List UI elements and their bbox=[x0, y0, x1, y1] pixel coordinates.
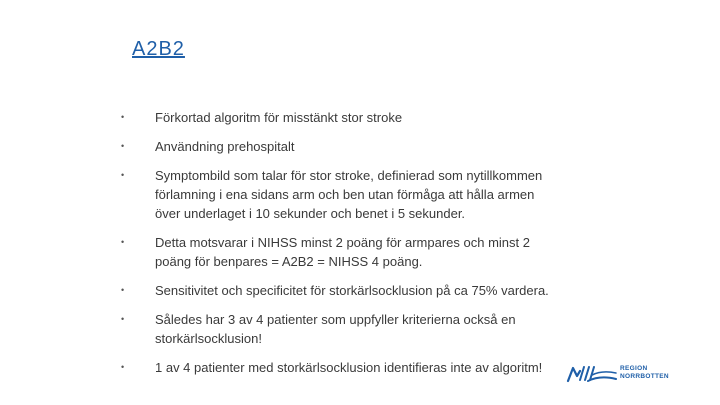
logo-line2: NORRBOTTEN bbox=[620, 373, 669, 380]
bullet-text: Således har 3 av 4 patienter som uppfyller kriterierna också en storkärlsocklusion! bbox=[155, 312, 516, 346]
bullet-text: Detta motsvarar i NIHSS minst 2 poäng för armpares och minst 2 poäng för benpares = A2B2 = NIHSS 4 poäng. bbox=[155, 235, 530, 269]
bullet-dot: • bbox=[121, 237, 125, 247]
bullet-dot: • bbox=[121, 314, 125, 324]
bullet-text: 1 av 4 patienter med storkärlsocklusion identifieras inte av algoritm! bbox=[155, 360, 543, 375]
bullet-dot: • bbox=[121, 141, 125, 151]
logo-line1: REGION bbox=[620, 365, 648, 372]
bullet-dot: • bbox=[121, 362, 125, 372]
list-item bbox=[121, 310, 591, 348]
list-item bbox=[121, 281, 591, 300]
bullet-text: Användning prehospitalt bbox=[155, 139, 295, 154]
region-norrbotten-logo-icon bbox=[566, 361, 618, 385]
list-item bbox=[121, 166, 591, 223]
bullet-text: Sensitivitet och specificitet för storkärlsocklusion på ca 75% vardera. bbox=[155, 283, 549, 298]
list-item bbox=[121, 137, 591, 156]
slide-title[interactable]: A2B2 bbox=[132, 38, 185, 60]
region-logo bbox=[566, 360, 686, 386]
bullet-text: Förkortad algoritm för misstänkt stor stroke bbox=[155, 110, 403, 125]
bullet-dot: • bbox=[121, 170, 125, 180]
logo-text bbox=[620, 365, 669, 381]
list-item bbox=[121, 233, 591, 271]
list-item bbox=[121, 358, 591, 377]
bullet-dot: • bbox=[121, 112, 125, 122]
bullet-list bbox=[121, 108, 591, 387]
bullet-text: Symptombild som talar för stor stroke, definierad som nytillkommen förlamning i ena sidans arm och ben utan förmåga att hålla armen över underlaget i 10 sekunder och benet i 5 sekunder. bbox=[155, 168, 543, 221]
bullet-dot: • bbox=[121, 285, 125, 295]
list-item bbox=[121, 108, 591, 127]
